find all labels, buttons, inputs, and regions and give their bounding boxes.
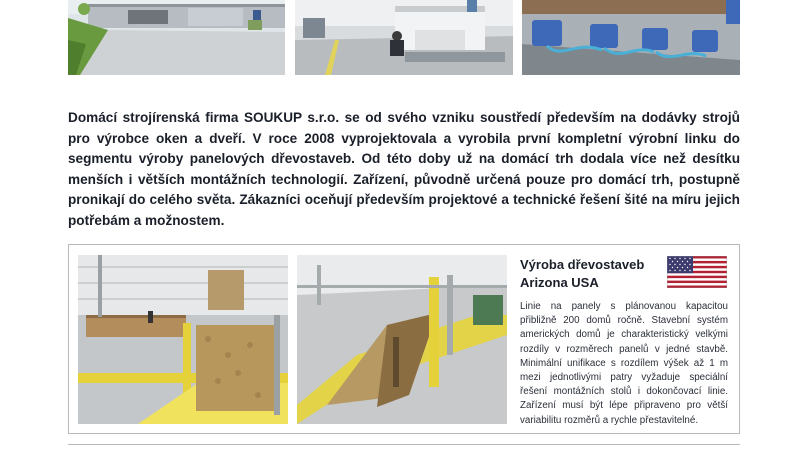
us-flag-icon xyxy=(667,256,727,288)
photo-assembly-table xyxy=(522,0,740,75)
project-description: Linie na panely s plánovanou kapacitou přibližně 200 domů ročně. Stavební systém amerických domů je charakteristický velkými rozdíly v rozměrech panelů v jedné stavbě. Minimální unifikace s rozdílem výšek až 1 m mezi jednotlivými patry vyžaduje speciální řešení montážních stolů i dokončovací linie. Zařízení musí být lépe připraveno pro větší variabilitu rozměrů a rychle přestavitelné. xyxy=(520,301,728,426)
photo-production-hall-right xyxy=(297,255,507,424)
intro-paragraph: Domácí strojírenská firma SOUKUP s.r.o. se od svého vzniku soustředí především na dodávky strojů pro výrobce oken a dveří. V roce 2008 vyprojektovala a vyrobila první kompletní výrobní linku do segmentu výroby panelových dřevostaveb. Od této doby už na domácí trh dodala více než desítku menších i větších montážních technologií. Zařízení, původně určená pouze pro domácí trh, postupně pronikají do celého světa. Zákazníci oceňují především projektové a technické řešení šité na míru jejich potřebám a možnostem. xyxy=(68,110,740,228)
project-title-line2: Arizona USA xyxy=(520,275,599,290)
project-title-line1: Výroba dřevostaveb xyxy=(520,257,645,272)
photo-production-hall-left xyxy=(78,255,288,424)
photo-factory-exterior xyxy=(68,0,285,75)
photo-workshop-interior xyxy=(295,0,513,75)
